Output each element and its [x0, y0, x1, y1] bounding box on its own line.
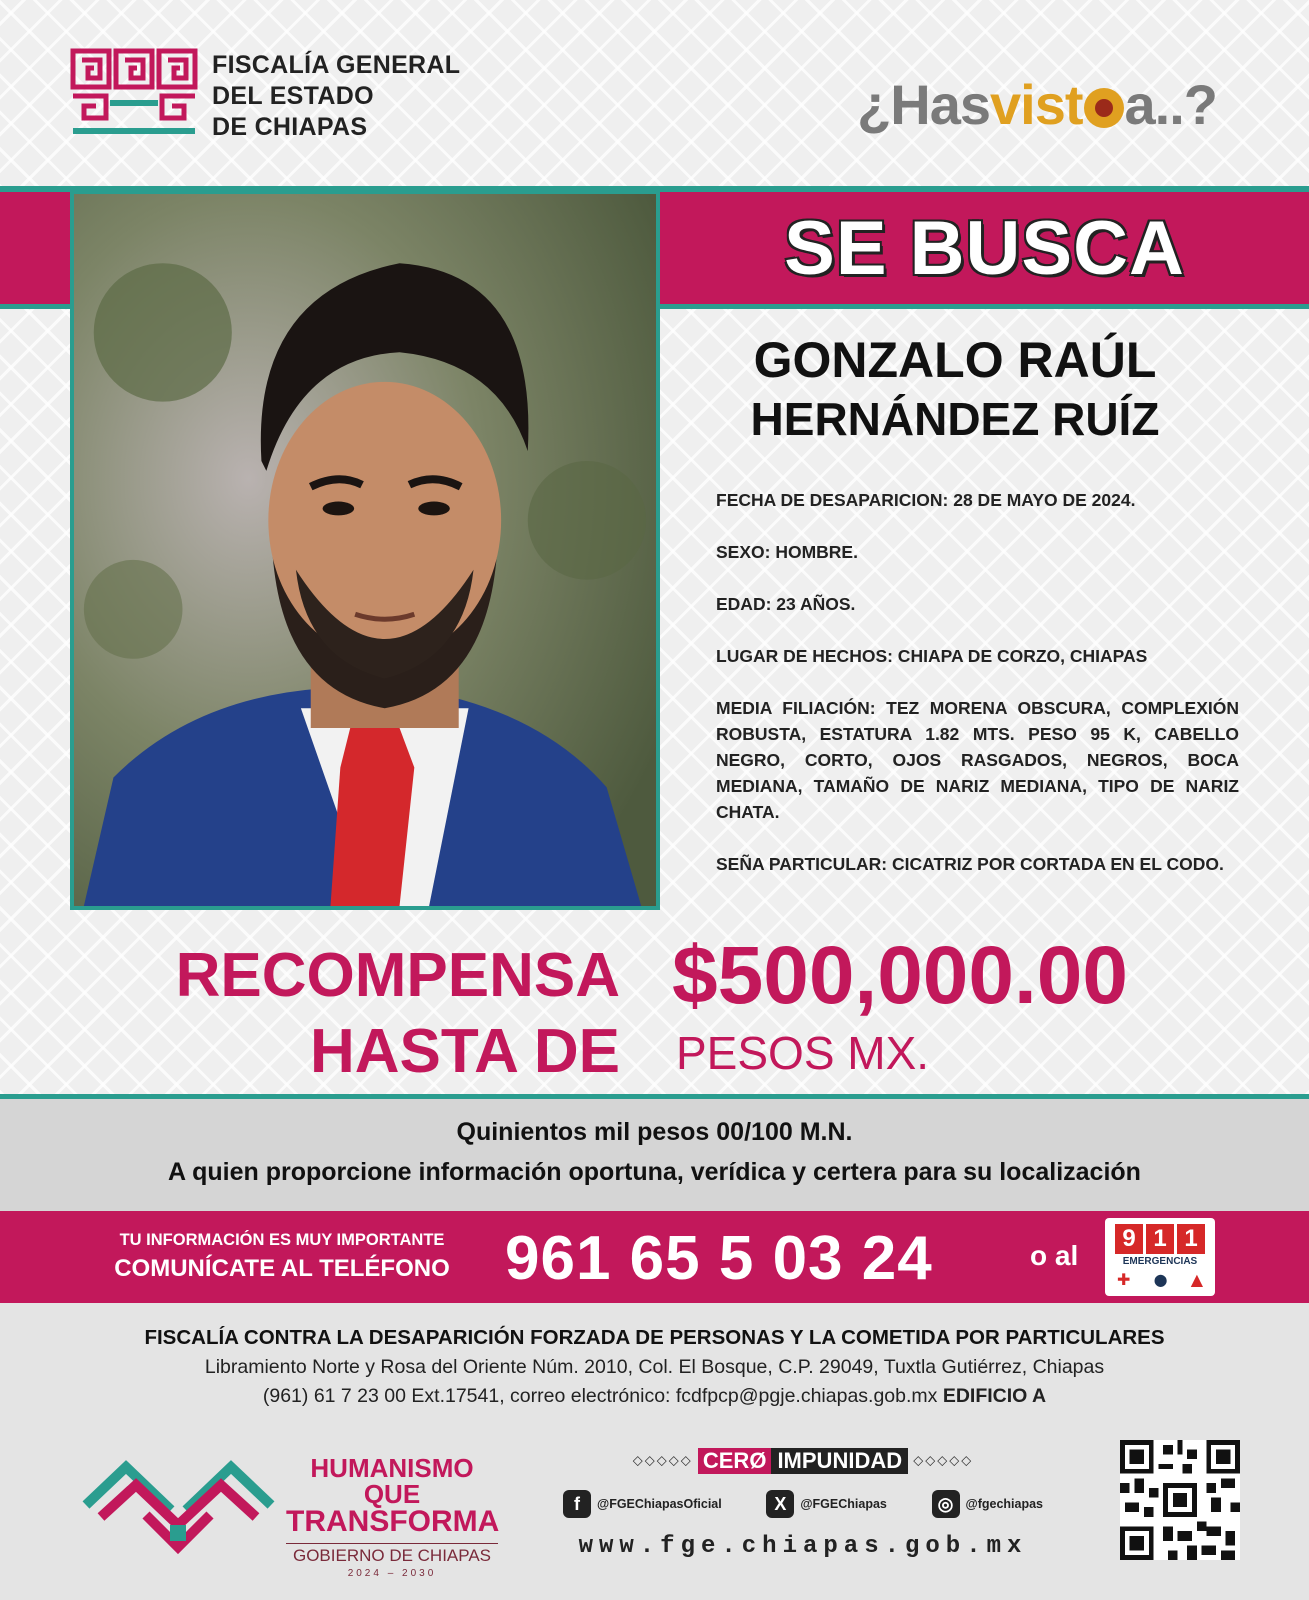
reward-label-line1: RECOMPENSA — [175, 941, 620, 1010]
cero-impunidad-banner — [563, 1448, 1043, 1474]
reward-amount: $500,000.00 — [672, 930, 1129, 1021]
org-name-line1: FISCALÍA GENERAL — [212, 51, 461, 79]
facebook-handle: @FGEChiapasOficial — [597, 1497, 722, 1511]
reward-label-line2: HASTA DE — [310, 1017, 620, 1086]
social-links — [563, 1490, 1043, 1518]
reward-condition: A quien proporcione información oportuna, verídica y certera para su localización — [168, 1158, 1141, 1186]
org-name-line2: DEL ESTADO — [212, 82, 374, 110]
gov-slogan-line1: HUMANISMO QUE — [310, 1453, 474, 1509]
reward-label — [120, 938, 620, 1090]
911-digit: 1 — [1146, 1224, 1174, 1254]
place-of-events: LUGAR DE HECHOS: CHIAPA DE CORZO, CHIAPAS — [716, 646, 1148, 666]
emergency-service-icons — [1117, 1270, 1203, 1289]
office-info — [0, 1323, 1309, 1411]
header — [0, 0, 1309, 188]
distinguishing-mark: SEÑA PARTICULAR: CICATRIZ POR CORTADA EN EL CODO. — [716, 854, 1224, 874]
website-link[interactable]: www.fge.chiapas.gob.mx — [578, 1533, 1028, 1560]
government-branding — [286, 1455, 498, 1579]
fire-icon: ▲ — [1190, 1270, 1203, 1289]
info-band — [0, 1099, 1309, 1211]
911-digit: 9 — [1115, 1224, 1143, 1254]
person-details — [716, 487, 1239, 903]
org-name-line3: DE CHIAPAS — [212, 113, 368, 141]
missing-person-photo — [70, 190, 660, 910]
gobierno-chiapas-logo-icon — [76, 1455, 281, 1555]
sex: SEXO: HOMBRE. — [716, 542, 858, 562]
office-name: FISCALÍA CONTRA LA DESAPARICIÓN FORZADA DE PERSONAS Y LA COMETIDA POR PARTICULARES — [144, 1326, 1165, 1349]
x-handle: @FGEChiapas — [800, 1497, 887, 1511]
person-name — [665, 330, 1245, 448]
fge-logo-icon — [70, 48, 198, 140]
person-name-line1: GONZALO RAÚL — [753, 332, 1157, 388]
portrait-image — [74, 194, 656, 906]
office-contact — [0, 1382, 1309, 1411]
red-cross-icon: ✚ — [1117, 1270, 1131, 1289]
contact-label-line1: TU INFORMACIÓN ES MUY IMPORTANTE — [119, 1231, 445, 1249]
or-label: o al — [1030, 1240, 1079, 1271]
facebook-icon: f — [563, 1490, 591, 1518]
eye-icon — [1084, 88, 1124, 128]
impunidad-badge: IMPUNIDAD — [771, 1448, 908, 1474]
police-icon: ● — [1153, 1270, 1168, 1289]
office-address: Libramiento Norte y Rosa del Oriente Núm. 2010, Col. El Bosque, C.P. 29049, Tuxtla Gutiérrez, Chiapas — [204, 1356, 1105, 1378]
911-emergency-icon[interactable] — [1105, 1218, 1215, 1296]
emergency-label: EMERGENCIAS — [1122, 1256, 1198, 1267]
se-busca-headline: SE BUSCA — [784, 206, 1185, 291]
slogan-part-c: a..? — [1124, 73, 1217, 136]
person-name-line2: HERNÁNDEZ RUÍZ — [750, 393, 1160, 445]
instagram-link[interactable] — [932, 1490, 1044, 1518]
age: EDAD: 23 AÑOS. — [716, 594, 856, 614]
office-contact-line: (961) 61 7 23 00 Ext.17541, correo electrónico: fcdfpcp@pgje.chiapas.gob.mx — [262, 1385, 938, 1407]
911-digits — [1115, 1224, 1205, 1254]
org-name — [212, 50, 460, 143]
x-link[interactable] — [766, 1490, 887, 1518]
amount-in-words: Quinientos mil pesos 00/100 M.N. — [456, 1118, 853, 1146]
facebook-link[interactable] — [563, 1490, 722, 1518]
contact-label — [92, 1228, 472, 1286]
disappearance-date: FECHA DE DESAPARICION: 28 DE MAYO DE 2024. — [716, 490, 1136, 510]
instagram-icon: ◎ — [932, 1490, 960, 1518]
physical-description: MEDIA FILIACIÓN: TEZ MORENA OBSCURA, COMPLEXIÓN ROBUSTA, ESTATURA 1.82 MTS. PESO 95 K, CABELLO NEGRO, CORTO, OJOS RASGADOS, NEGROS, BOCA MEDIANA, TAMAÑO DE NARIZ MEDIANA, TIPO DE NARIZ CHATA. — [716, 698, 1239, 822]
gov-years: 2024 – 2030 — [347, 1568, 437, 1579]
cero-badge: CERØ — [698, 1448, 772, 1474]
contact-label-line2: COMUNÍCATE AL TELÉFONO — [114, 1255, 450, 1282]
gov-slogan-line2: TRANSFORMA — [286, 1505, 500, 1538]
decorative-dots: ◇◇◇◇◇ — [913, 1453, 974, 1469]
911-digit: 1 — [1177, 1224, 1205, 1254]
slogan-part-a: ¿Has — [857, 73, 991, 136]
qr-code-icon[interactable] — [1120, 1440, 1240, 1560]
has-visto-slogan — [857, 72, 1217, 137]
phone-number[interactable]: 961 65 5 03 24 — [505, 1224, 933, 1293]
x-icon: X — [766, 1490, 794, 1518]
instagram-handle: @fgechiapas — [965, 1497, 1043, 1511]
gov-name: GOBIERNO DE CHIAPAS — [286, 1543, 498, 1568]
slogan-part-b: vist — [990, 73, 1083, 136]
reward-currency: PESOS MX. — [676, 1027, 930, 1079]
office-building: EDIFICIO A — [942, 1385, 1047, 1407]
decorative-dots: ◇◇◇◇◇ — [632, 1453, 693, 1469]
